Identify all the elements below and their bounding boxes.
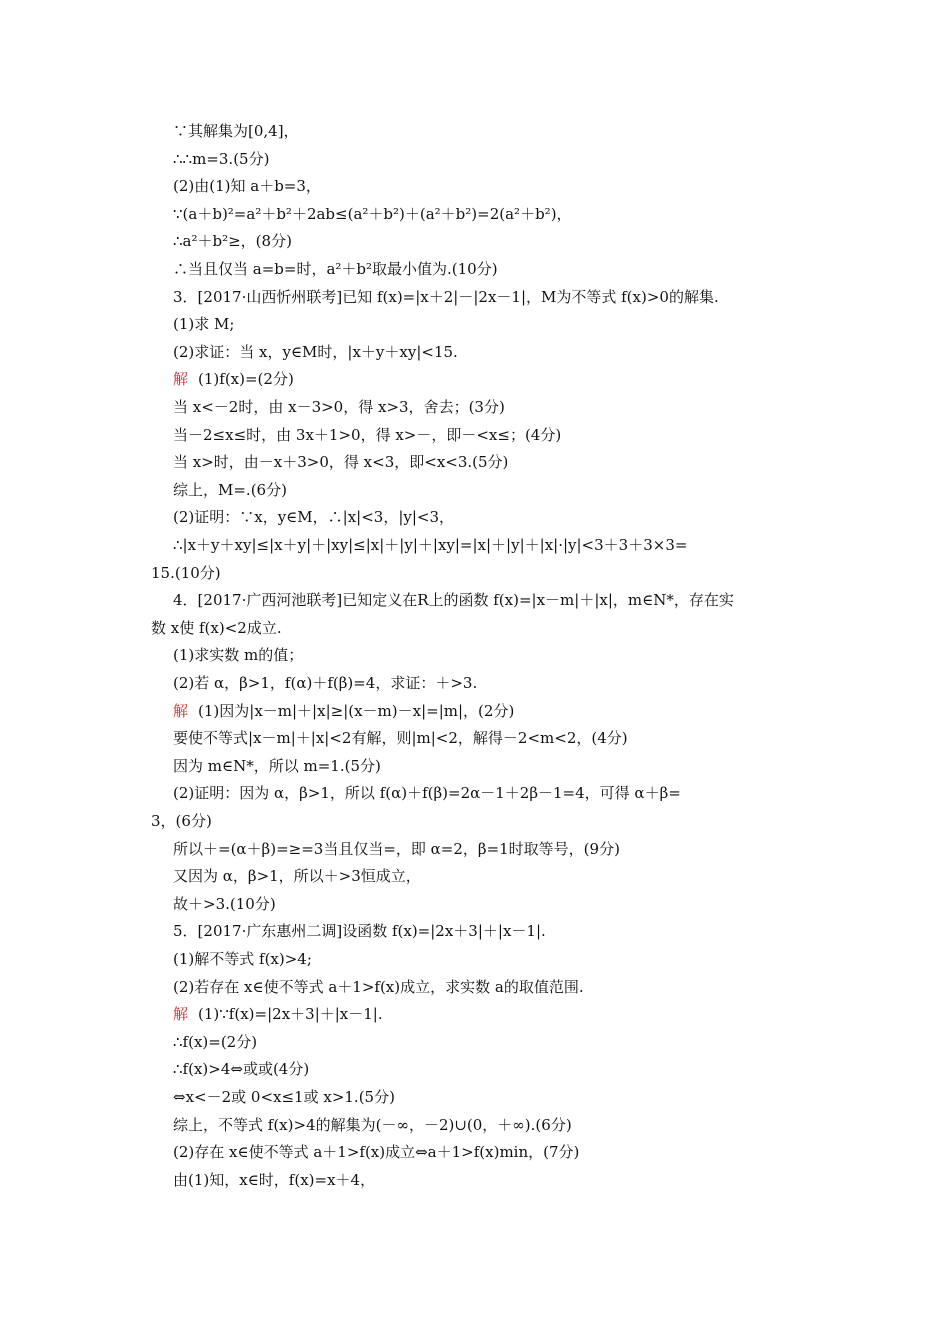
text-line	[173, 201, 820, 228]
text-line	[173, 422, 820, 449]
text-line	[173, 311, 820, 338]
text-line	[173, 228, 820, 255]
solution-line	[173, 698, 820, 725]
text-line	[173, 780, 820, 807]
solution-label: 解	[173, 370, 189, 389]
text-line	[173, 146, 820, 173]
text-line	[151, 615, 820, 642]
line-text: 故＋>3.(10分)	[173, 894, 276, 913]
line-text: 当 x>时，由－x＋3>0，得 x<3，即<x<3.(5分)	[173, 453, 509, 472]
line-text: 3．[2017·山西忻州联考]已知 f(x)=|x＋2|－|2x－1|，M为不等式 f(x)>0的解集.	[173, 287, 719, 306]
text-line	[173, 918, 820, 945]
line-text: ∵其解集为[0,4]，	[173, 122, 299, 140]
text-line	[173, 118, 820, 145]
line-text: ∴当且仅当 a=b=时，a²＋b²取最小值为.(10分)	[173, 260, 498, 278]
line-text: (1)∵f(x)=|2x＋3|＋|x－1|.	[198, 1005, 383, 1024]
line-text: ∵(a＋b)²=a²＋b²＋2ab≤(a²＋b²)＋(a²＋b²)=2(a²＋b²)，	[173, 204, 572, 223]
text-line	[173, 1056, 820, 1083]
text-line	[173, 504, 820, 531]
text-line	[173, 753, 820, 780]
text-line	[173, 1139, 820, 1166]
text-line	[173, 1084, 820, 1111]
line-text: 由(1)知，x∈时，f(x)=x＋4，	[173, 1170, 376, 1189]
line-text: 所以＋=(α＋β)=≥=3当且仅当=，即 α=2，β=1时取等号，(9分)	[173, 839, 620, 858]
text-line	[173, 256, 820, 283]
line-text: 当 x<－2时，由 x－3>0，得 x>3，舍去；(3分)	[173, 398, 505, 416]
line-text: 数 x使 f(x)<2成立.	[151, 618, 282, 637]
line-text: (2)存在 x∈使不等式 a＋1>f(x)成立⇔a＋1>f(x)min，(7分)	[173, 1143, 580, 1162]
solution-label: 解	[173, 1005, 189, 1024]
line-text: (2)若存在 x∈使不等式 a＋1>f(x)成立，求实数 a的取值范围.	[173, 977, 584, 996]
text-line	[173, 449, 820, 476]
line-text: ∴∴m=3.(5分)	[173, 149, 270, 168]
line-text: (1)f(x)=(2分)	[198, 370, 294, 389]
text-line	[173, 946, 820, 973]
line-text: 5．[2017·广东惠州二调]设函数 f(x)=|2x＋3|＋|x－1|.	[173, 922, 546, 941]
line-text: 当－2≤x≤时，由 3x＋1>0，得 x>－，即－<x≤；(4分)	[173, 425, 562, 444]
text-line	[173, 891, 820, 918]
line-text: 综上，M=.(6分)	[173, 480, 287, 499]
line-text: ∴f(x)=(2分)	[173, 1032, 258, 1051]
text-line	[173, 477, 820, 504]
line-text: ∴f(x)>4⇔或或(4分)	[173, 1060, 310, 1079]
line-text: (1)解不等式 f(x)>4;	[173, 950, 312, 968]
line-text: 15.(10分)	[151, 563, 221, 582]
line-text: (1)求实数 m的值；	[173, 646, 304, 665]
text-line	[151, 560, 820, 587]
text-line	[173, 587, 820, 614]
solution-label: 解	[173, 701, 189, 720]
line-text: (2)证明：∵x，y∈M，∴|x|<3，|y|<3，	[173, 508, 455, 527]
solution-line	[173, 366, 820, 393]
line-text: 要使不等式|x－m|＋|x|<2有解，则|m|<2，解得－2<m<2，(4分)	[173, 729, 628, 748]
text-line	[151, 808, 820, 835]
line-text: 4．[2017·广西河池联考]已知定义在R上的函数 f(x)=|x－m|＋|x|，m∈N*，存在实	[173, 591, 734, 610]
text-line	[173, 339, 820, 366]
line-text: ∴|x＋y＋xy|≤|x＋y|＋|xy|≤|x|＋|y|＋|xy|=|x|＋|y|＋|x|·|y|<3＋3＋3×3=	[173, 536, 688, 554]
line-text: 又因为 α，β>1，所以＋>3恒成立，	[173, 867, 421, 886]
line-text: (2)证明：因为 α，β>1，所以 f(α)＋f(β)=2α－1＋2β－1=4，可得 α＋β=	[173, 784, 681, 803]
text-line	[173, 1112, 820, 1139]
line-text: ∴a²＋b²≥，(8分)	[173, 232, 292, 251]
text-line	[173, 394, 820, 421]
line-text: (2)若 α，β>1，f(α)＋f(β)=4，求证：＋>3.	[173, 674, 478, 692]
text-line	[173, 1029, 820, 1056]
text-line	[173, 1167, 820, 1194]
solution-line	[173, 1001, 820, 1028]
text-line	[173, 532, 820, 559]
line-text: (2)由(1)知 a＋b=3，	[173, 177, 321, 196]
text-line	[173, 670, 820, 697]
text-line	[173, 284, 820, 311]
line-text: (2)求证：当 x，y∈M时，|x＋y＋xy|<15.	[173, 342, 458, 361]
line-text: 因为 m∈N*，所以 m=1.(5分)	[173, 756, 381, 775]
line-text: 综上，不等式 f(x)>4的解集为(－∞，－2)∪(0，＋∞).(6分)	[173, 1115, 572, 1134]
text-line	[173, 836, 820, 863]
line-text: ⇔x<－2或 0<x≤1或 x>1.(5分)	[173, 1088, 395, 1106]
line-text: (1)因为|x－m|＋|x|≥|(x－m)－x|=|m|，(2分)	[198, 701, 515, 720]
text-line	[173, 974, 820, 1001]
text-line	[173, 863, 820, 890]
line-text: 3，(6分)	[151, 812, 212, 830]
text-line	[173, 725, 820, 752]
line-text: (1)求 M;	[173, 315, 235, 334]
text-line	[173, 642, 820, 669]
text-line	[173, 173, 820, 200]
